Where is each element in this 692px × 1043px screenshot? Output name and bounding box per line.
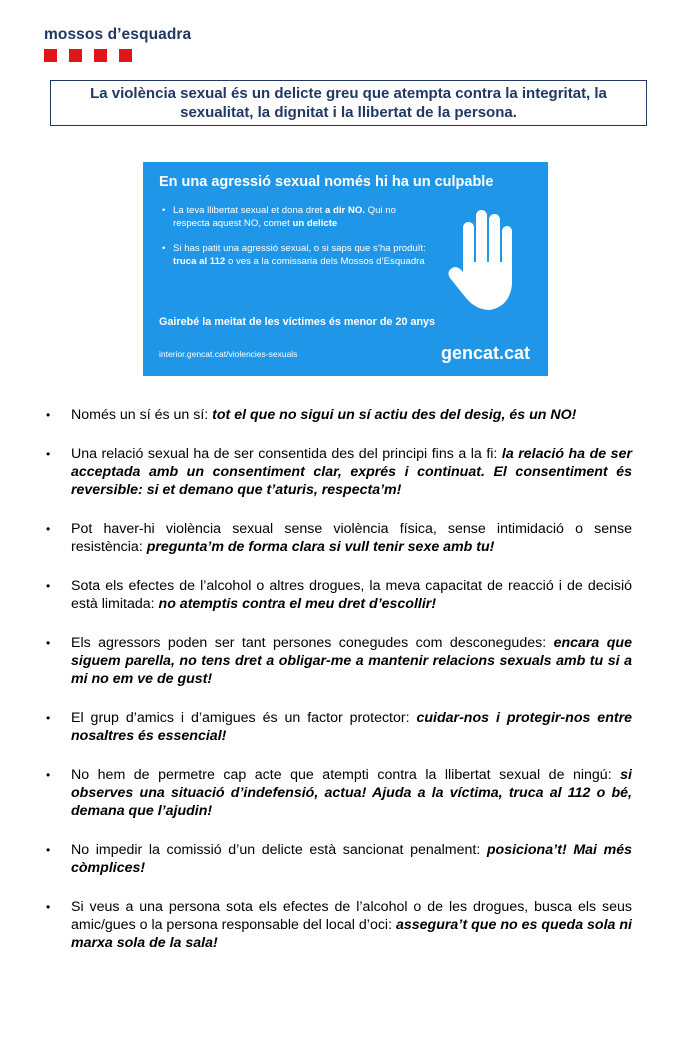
logo-square bbox=[44, 49, 57, 62]
advice-item bbox=[44, 577, 632, 613]
advice-item bbox=[44, 841, 632, 877]
advice-text: No hem de permetre cap acte que atempti contra la llibertat sexual de ningú: bbox=[71, 767, 621, 783]
gencat-brand: gencat.cat bbox=[440, 343, 530, 363]
advice-item bbox=[44, 898, 632, 952]
poster-bullet: • Si has patit una agressió sexual, o si saps que s’ha produït: truca al 112 o ves a la comissaria dels Mossos d’Esquadra bbox=[173, 242, 431, 268]
bullet-icon: • bbox=[46, 408, 51, 422]
bullet-icon: • bbox=[46, 768, 51, 782]
logo-squares bbox=[44, 49, 191, 62]
logo-square bbox=[119, 49, 132, 62]
intro-text: La violència sexual és un delicte greu que atempta contra la integritat, la sexualitat, la dignitat i la llibertat de la persona. bbox=[90, 85, 607, 121]
advice-item bbox=[44, 634, 632, 688]
advice-emphasis: tot el que no sigui un sí actiu des del desig, és un NO! bbox=[212, 407, 577, 423]
intro-box bbox=[50, 80, 647, 126]
advice-emphasis: encara que siguem parella, no tens dret a obligar-me a mantenir relacions sexuals amb tu si a mi no em ve de gust! bbox=[71, 635, 632, 687]
advice-item bbox=[44, 766, 632, 820]
advice-item bbox=[44, 709, 632, 745]
advice-emphasis: si observes una situació d’indefensió, actua! Ajuda a la víctima, truca al 112 o bé, demana que l’ajudin! bbox=[71, 767, 632, 819]
hand-icon bbox=[446, 206, 528, 312]
logo-square bbox=[94, 49, 107, 62]
advice-item bbox=[44, 445, 632, 499]
bullet-icon: • bbox=[46, 579, 51, 593]
poster-title: En una agressió sexual només hi ha un culpable bbox=[159, 174, 494, 190]
advice-list bbox=[44, 406, 632, 973]
advice-emphasis: cuidar-nos i protegir-nos entre nosaltres és essencial! bbox=[71, 710, 633, 744]
logo-square bbox=[69, 49, 82, 62]
bullet-icon: • bbox=[46, 843, 51, 857]
bullet-icon: • bbox=[46, 636, 51, 650]
advice-text: El grup d’amics i d’amigues és un factor protector: bbox=[71, 710, 417, 726]
advice-emphasis: no atemptis contra el meu dret d’escollir! bbox=[158, 596, 437, 612]
advice-item bbox=[44, 406, 632, 424]
advice-text: No impedir la comissió d’un delicte està sancionat penalment: bbox=[71, 842, 487, 858]
logo-text: mossos d’esquadra bbox=[44, 26, 192, 43]
poster-stat: Gairebé la meitat de les víctimes és menor de 20 anys bbox=[159, 316, 436, 328]
bullet-icon: • bbox=[46, 900, 51, 914]
mossos-logo bbox=[44, 26, 191, 62]
poster-bullet: • La teva llibertat sexual et dona dret a dir NO. Qui no respecta aquest NO, comet un delicte bbox=[173, 204, 431, 230]
advice-text: Sota els efectes de l’alcohol o altres drogues, la meva capacitat de reacció i de decisió està limitada: bbox=[71, 578, 632, 612]
advice-emphasis: assegura’t que no es queda sola ni marxa sola de la sala! bbox=[71, 917, 632, 951]
campaign-poster bbox=[143, 162, 548, 376]
bullet-icon: • bbox=[46, 522, 51, 536]
advice-text: Els agressors poden ser tant persones conegudes com desconegudes: bbox=[71, 635, 554, 651]
poster-bullets bbox=[159, 204, 431, 268]
advice-emphasis: pregunta’m de forma clara si vull tenir sexe amb tu! bbox=[146, 539, 495, 555]
advice-text: Pot haver-hi violència sexual sense violència física, sense intimidació o sense resistència: bbox=[71, 521, 632, 555]
advice-text: Si veus a una persona sota els efectes de l’alcohol o de les drogues, busca els seus amic/gues o la persona responsable del local d’oci: bbox=[71, 899, 632, 933]
advice-emphasis: la relació ha de ser acceptada amb un consentiment clar, exprés i continuat. El consentiment és reversible: si et demano que t’aturis, respecta’m! bbox=[71, 446, 632, 498]
advice-item bbox=[44, 520, 632, 556]
advice-text: Només un sí és un sí: bbox=[71, 407, 213, 423]
advice-text: Una relació sexual ha de ser consentida des del principi fins a la fi: bbox=[71, 446, 502, 462]
poster-url[interactable]: interior.gencat.cat/violencies-sexuals bbox=[159, 349, 298, 359]
bullet-icon: • bbox=[46, 711, 51, 725]
bullet-icon: • bbox=[46, 447, 51, 461]
advice-emphasis: posiciona’t! Mai més còmplices! bbox=[71, 842, 632, 876]
